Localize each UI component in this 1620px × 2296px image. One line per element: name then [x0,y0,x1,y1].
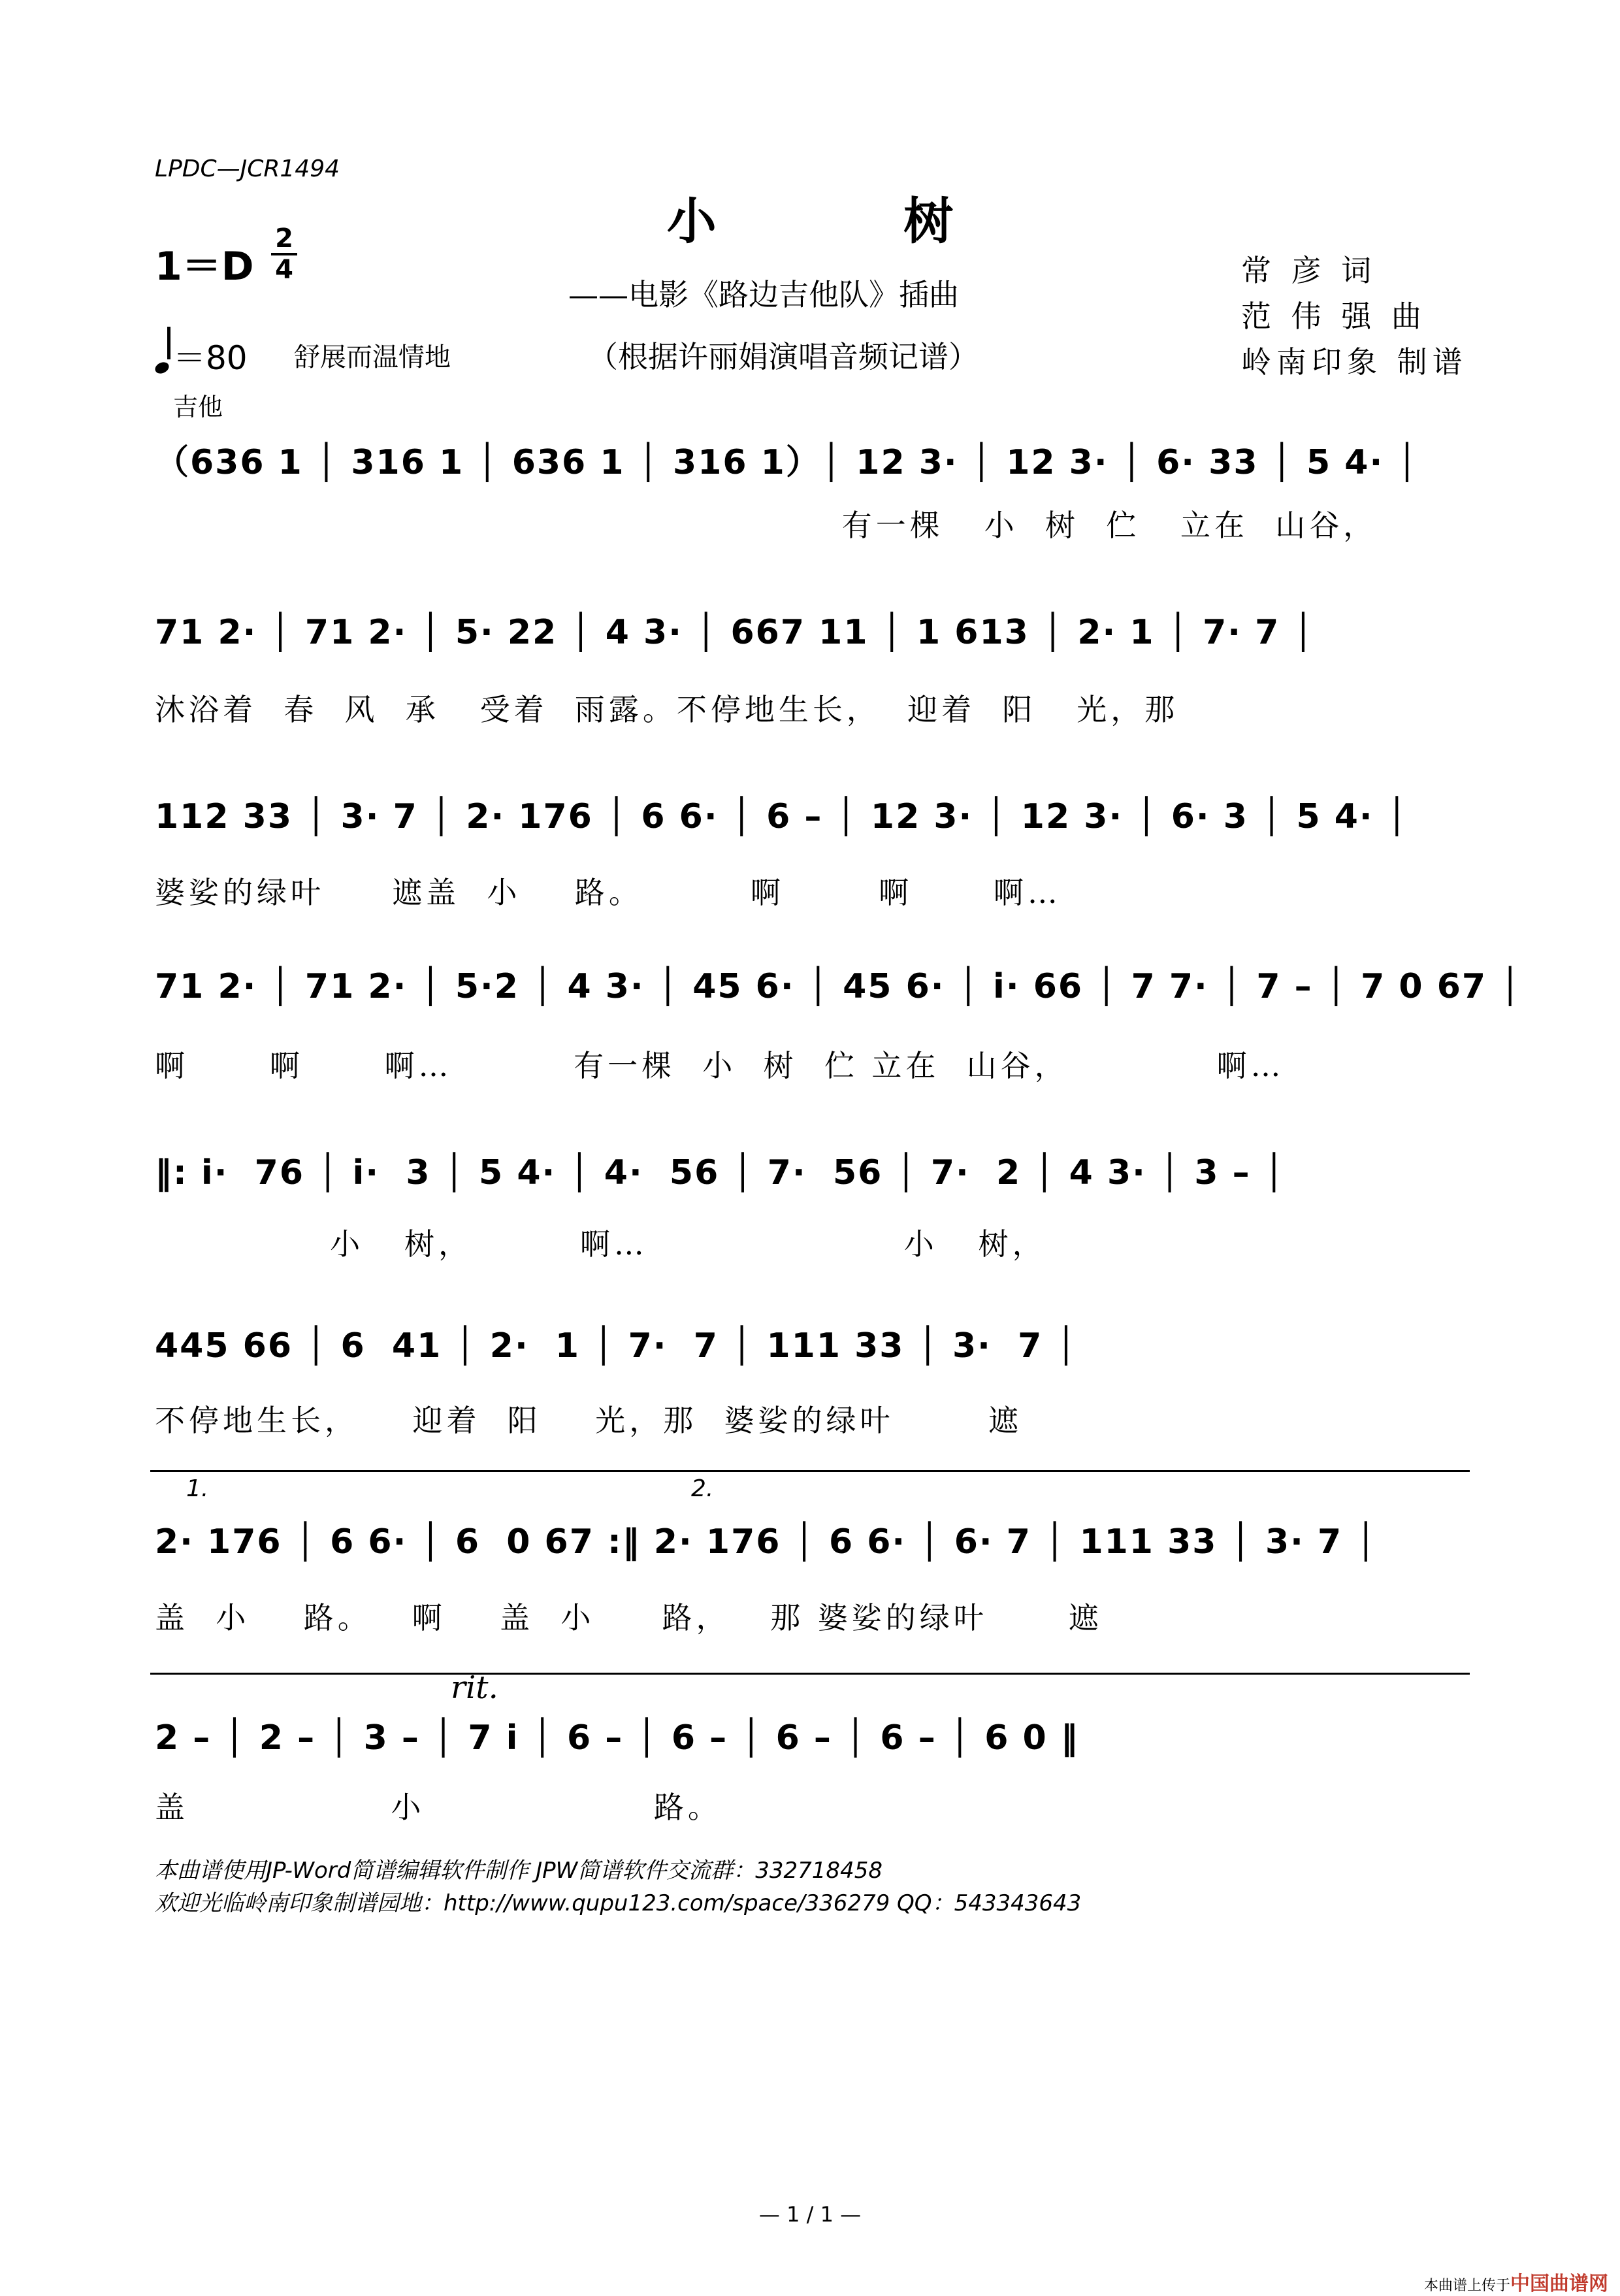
transcription-note: （根据许丽娟演唱音频记谱） [588,339,979,374]
score-row-4-notes: 71 2· │ 71 2· │ 5·2 │ 4 3· │ 45 6· │ 45 6· │ i· 66 │ 7 7· │ 7 – │ 7 0 67 │ [155,967,1522,1006]
score-row-8-notes: 2 – │ 2 – │ 3 – │ 7 i │ 6 – │ 6 – │ 6 – │ 6 – │ 6 0 ‖ [155,1718,1079,1758]
song-title: 小 树 [666,192,1039,250]
score-row-2-lyrics: 沐浴着 春 风 承 受着 雨露。不停地生长， 迎着 阳 光，那 [155,692,1179,727]
footer-line-2: 欢迎光临岭南印象制谱园地：http://www.qupu123.com/space/336279 QQ：543343643 [155,1890,1082,1916]
score-row-3-lyrics: 婆娑的绿叶 遮盖 小 路。 啊 啊 啊… [155,875,1061,910]
score-row-8-lyrics: 盖 小 路。 [155,1790,722,1825]
score-row-1-notes: （636 1 │ 316 1 │ 636 1 │ 316 1）│ 12 3· │ 12 3· │ 6· 33 │ 5 4· │ [155,443,1419,482]
score-row-7-notes: 2· 176 │ 6 6· │ 6 0 67 :‖ 2· 176 │ 6 6· │ 6· 7 │ 111 33 │ 3· 7 │ [155,1522,1378,1562]
quarter-note-icon [154,360,171,376]
score-row-4-lyrics: 啊 啊 啊… 有一棵 小 树 伫 立在 山谷， 啊… [155,1048,1285,1083]
time-top: 2 [275,223,293,254]
score-row-6-notes: 445 66 │ 6 41 │ 2· 1 │ 7· 7 │ 111 33 │ 3· 7 │ [155,1326,1078,1366]
arranger-credit: 岭南印象 制谱 [1241,344,1468,380]
score-row-5-notes: ‖: i· 76 │ i· 3 │ 5 4· │ 4· 56 │ 7· 56 │ 7· 2 │ 4 3· │ 3 – │ [155,1153,1286,1192]
time-bottom: 4 [275,255,293,285]
score-row-1-lyrics: 有一棵 小 树 伫 立在 山谷， [155,508,1378,543]
watermark-site: 中国曲谱网 [1510,2272,1608,2295]
ritardando-marking: rit. [451,1669,498,1706]
watermark-prefix: 本曲谱上传于 [1423,2278,1510,2294]
instrument-label: 吉他 [173,393,223,421]
score-row-5-lyrics: 小 树， 啊… 小 树， [155,1226,1046,1262]
page-number: — 1 / 1 — [758,2202,862,2227]
watermark [1424,2267,1608,2296]
key-signature: 1＝D [155,244,254,289]
expression-marking: 舒展而温情地 [294,342,451,372]
footer-line-1: 本曲谱使用JP-Word简谱编辑软件制作 JPW简谱软件交流群：332718458 [155,1858,883,1884]
time-signature [271,225,297,283]
volta-bracket-line [150,1470,1470,1472]
score-row-7-lyrics: 盖 小 路。 啊 盖 小 路， 那 婆娑的绿叶 遮 [155,1600,1103,1635]
lyricist-credit: 常 彦 词 [1241,253,1377,288]
tempo-value: ＝80 [173,339,248,377]
quarter-note-stem-icon [167,327,171,359]
volta-1-label: 1. [186,1475,209,1502]
score-row-3-notes: 112 33 │ 3· 7 │ 2· 176 │ 6 6· │ 6 – │ 12 3· │ 12 3· │ 6· 3 │ 5 4· │ [155,797,1409,836]
score-code: LPDC—JCR1494 [155,156,340,182]
score-row-6-lyrics: 不停地生长， 迎着 阳 光，那 婆娑的绿叶 遮 [155,1403,1022,1438]
subtitle: ——电影《路边吉他队》插曲 [568,277,959,312]
score-row-2-notes: 71 2· │ 71 2· │ 5· 22 │ 4 3· │ 667 11 │ 1 613 │ 2· 1 │ 7· 7 │ [155,613,1315,652]
volta-2-label: 2. [691,1475,714,1502]
slur-line [150,1673,1470,1675]
composer-credit: 范 伟 强 曲 [1241,299,1427,334]
